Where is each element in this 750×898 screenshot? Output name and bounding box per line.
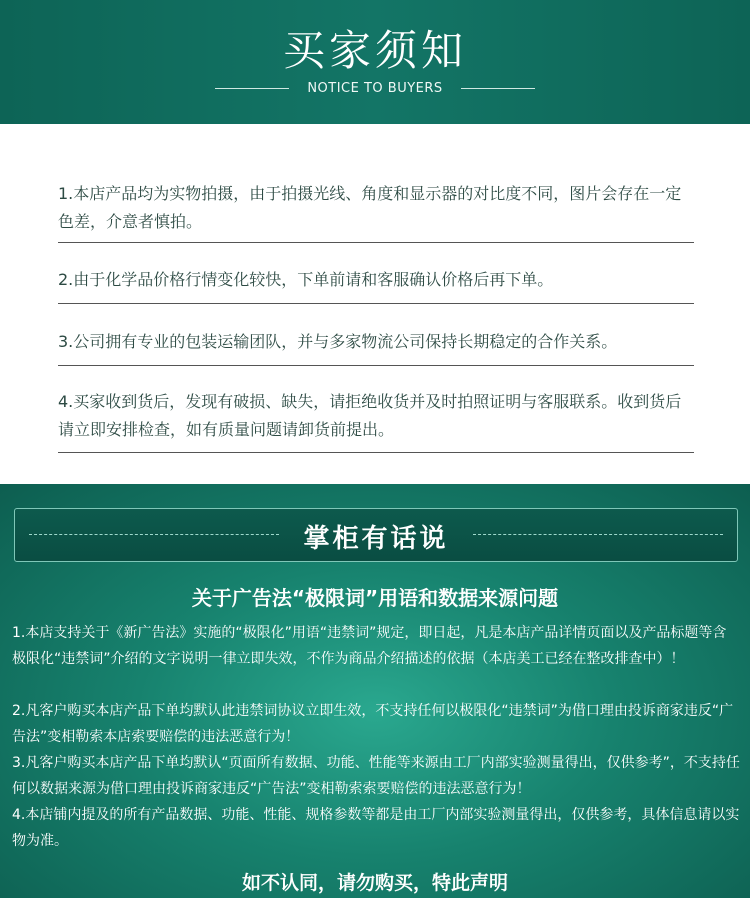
banner-title: 掌柜有话说 xyxy=(303,524,449,554)
page-title: 买家须知 xyxy=(282,26,467,75)
notice-header xyxy=(0,0,750,124)
notice-item: 1.本店产品均为实物拍摄，由于拍摄光线、角度和显示器的对比度不同，图片会存在一定色差，介意者慎拍。 xyxy=(58,180,694,243)
statement-paragraph: 4.本店铺内提及的所有产品数据、功能、性能、规格参数等都是由工厂内部实验测量得出，仅供参考，具体信息请以实物为准。 xyxy=(12,807,740,849)
closing-statement: 如不认同，请勿购买，特此声明 xyxy=(241,872,508,894)
notice-item: 2.由于化学品价格行情变化较快，下单前请和客服确认价格后再下单。 xyxy=(58,266,694,304)
banner-dash-right xyxy=(473,534,723,535)
page-subtitle: NOTICE TO BUYERS xyxy=(307,80,443,96)
statement-paragraph: 2.凡客户购买本店产品下单均默认此违禁词协议立即生效，不支持任何以极限化“违禁词”为借口理由投诉商家违反“广告法”变相勒索本店索要赔偿的违法恶意行为！ xyxy=(12,703,734,745)
shopkeeper-banner xyxy=(14,508,738,562)
divider-right xyxy=(461,88,535,89)
statement-paragraph: 1.本店支持关于《新广告法》实施的“极限化”用语“违禁词”规定，即日起，凡是本店产品详情页面以及产品标题等含极限化“违禁词”介绍的文字说明一律立即失效，不作为商品介绍描述的依据（本店美工已经在整改排查中）！ xyxy=(12,625,727,667)
section-heading: 关于广告法“极限词”用语和数据来源问题 xyxy=(191,586,559,610)
statement-paragraph: 3.凡客户购买本店产品下单均默认“页面所有数据、功能、性能等来源由工厂内部实验测量得出，仅供参考”，不支持任何以数据来源为借口理由投诉商家违反“广告法”变相勒索索要赔偿的违法恶意行为！ xyxy=(12,755,740,797)
divider-left xyxy=(215,88,289,89)
notice-item: 3.公司拥有专业的包装运输团队，并与多家物流公司保持长期稳定的合作关系。 xyxy=(58,328,694,366)
shopkeeper-section xyxy=(0,484,750,898)
notice-item: 4.买家收到货后，发现有破损、缺失，请拒绝收货并及时拍照证明与客服联系。收到货后请立即安排检查，如有质量问题请卸货前提出。 xyxy=(58,388,694,453)
subtitle-row xyxy=(0,78,750,98)
